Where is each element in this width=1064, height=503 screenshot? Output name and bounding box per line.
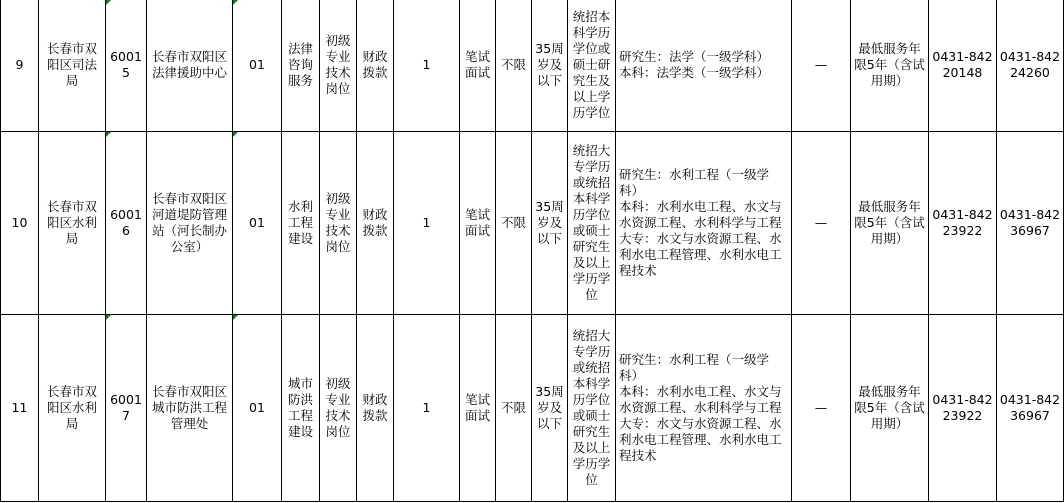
cell-post-code xyxy=(233,131,282,314)
comment-marker-icon xyxy=(106,315,111,320)
cell-education: 统招大专学历或统招本科学历学位或硕士研究生及以上学历学位 xyxy=(568,314,616,501)
cell-post-code-text: 01 xyxy=(249,214,265,230)
cell-unit: 长春市双阳区城市防洪工程管理处 xyxy=(147,314,233,501)
cell-post-level: 初级专业技术岗位 xyxy=(320,131,357,314)
cell-major: 研究生：法学（一级学科） 本科：法学类（一级学科） xyxy=(616,0,792,131)
cell-count: 1 xyxy=(394,131,460,314)
cell-major: 研究生：水利工程（一级学科） 本科：水利水电工程、水文与水资源工程、水利科学与工程 大专：水文与水资源工程、水利水电工程管理、水利水电工程技术 xyxy=(616,314,792,501)
cell-code-text: 60015 xyxy=(110,49,142,81)
cell-phone1: 0431-84223922 xyxy=(929,131,997,314)
cell-gender: 不限 xyxy=(496,0,532,131)
cell-seq: 9 xyxy=(1,0,39,131)
cell-dept: 长春市双阳区水利局 xyxy=(39,131,106,314)
cell-other: — xyxy=(792,314,851,501)
cell-remark: 最低服务年限5年（含试用期） xyxy=(851,314,929,501)
cell-funding: 财政拨款 xyxy=(357,0,394,131)
cell-dept: 长春市双阳区司法局 xyxy=(39,0,106,131)
cell-remark: 最低服务年限5年（含试用期） xyxy=(851,0,929,131)
cell-phone1: 0431-84220148 xyxy=(929,0,997,131)
cell-code-text: 60017 xyxy=(110,391,142,423)
cell-code xyxy=(106,131,147,314)
cell-age: 35周岁及以下 xyxy=(532,314,568,501)
cell-code xyxy=(106,314,147,501)
cell-exam: 笔试面试 xyxy=(460,314,496,501)
cell-code xyxy=(106,0,147,131)
cell-education: 统招大专学历或统招本科学历学位或硕士研究生及以上学历学位 xyxy=(568,131,616,314)
cell-post-code xyxy=(233,314,282,501)
cell-age: 35周岁及以下 xyxy=(532,0,568,131)
cell-phone1: 0431-84223922 xyxy=(929,314,997,501)
comment-marker-icon xyxy=(233,0,238,5)
cell-exam: 笔试面试 xyxy=(460,131,496,314)
cell-gender: 不限 xyxy=(496,131,532,314)
cell-code-text: 60016 xyxy=(110,206,142,238)
cell-other: — xyxy=(792,0,851,131)
cell-remark: 最低服务年限5年（含试用期） xyxy=(851,131,929,314)
cell-exam: 笔试面试 xyxy=(460,0,496,131)
cell-other: — xyxy=(792,131,851,314)
cell-unit: 长春市双阳区河道堤防管理站（河长制办公室） xyxy=(147,131,233,314)
comment-marker-icon xyxy=(106,0,111,5)
cell-age: 35周岁及以下 xyxy=(532,131,568,314)
cell-count: 1 xyxy=(394,0,460,131)
comment-marker-icon xyxy=(233,315,238,320)
cell-major: 研究生：水利工程（一级学科） 本科：水利水电工程、水文与水资源工程、水利科学与工程 大专：水文与水资源工程、水利水电工程管理、水利水电工程技术 xyxy=(616,131,792,314)
cell-seq: 11 xyxy=(1,314,39,501)
cell-phone2: 0431-84236967 xyxy=(997,314,1064,501)
cell-post-level: 初级专业技术岗位 xyxy=(320,0,357,131)
table-row xyxy=(1,131,1064,314)
cell-post-code xyxy=(233,0,282,131)
cell-post-name: 法律咨询服务 xyxy=(282,0,320,131)
cell-seq: 10 xyxy=(1,131,39,314)
table-row xyxy=(1,0,1064,131)
comment-marker-icon xyxy=(106,132,111,137)
cell-gender: 不限 xyxy=(496,314,532,501)
cell-post-level: 初级专业技术岗位 xyxy=(320,314,357,501)
cell-post-code-text: 01 xyxy=(249,57,265,73)
cell-count: 1 xyxy=(394,314,460,501)
cell-post-name: 水利工程建设 xyxy=(282,131,320,314)
cell-phone2: 0431-84236967 xyxy=(997,131,1064,314)
cell-phone2: 0431-84224260 xyxy=(997,0,1064,131)
cell-post-code-text: 01 xyxy=(249,399,265,415)
cell-post-name: 城市防洪工程建设 xyxy=(282,314,320,501)
comment-marker-icon xyxy=(233,132,238,137)
cell-funding: 财政拨款 xyxy=(357,131,394,314)
cell-funding: 财政拨款 xyxy=(357,314,394,501)
table-row xyxy=(1,314,1064,501)
cell-unit: 长春市双阳区法律援助中心 xyxy=(147,0,233,131)
cell-dept: 长春市双阳区水利局 xyxy=(39,314,106,501)
cell-education: 统招本科学历学位或硕士研究生及以上学历学位 xyxy=(568,0,616,131)
